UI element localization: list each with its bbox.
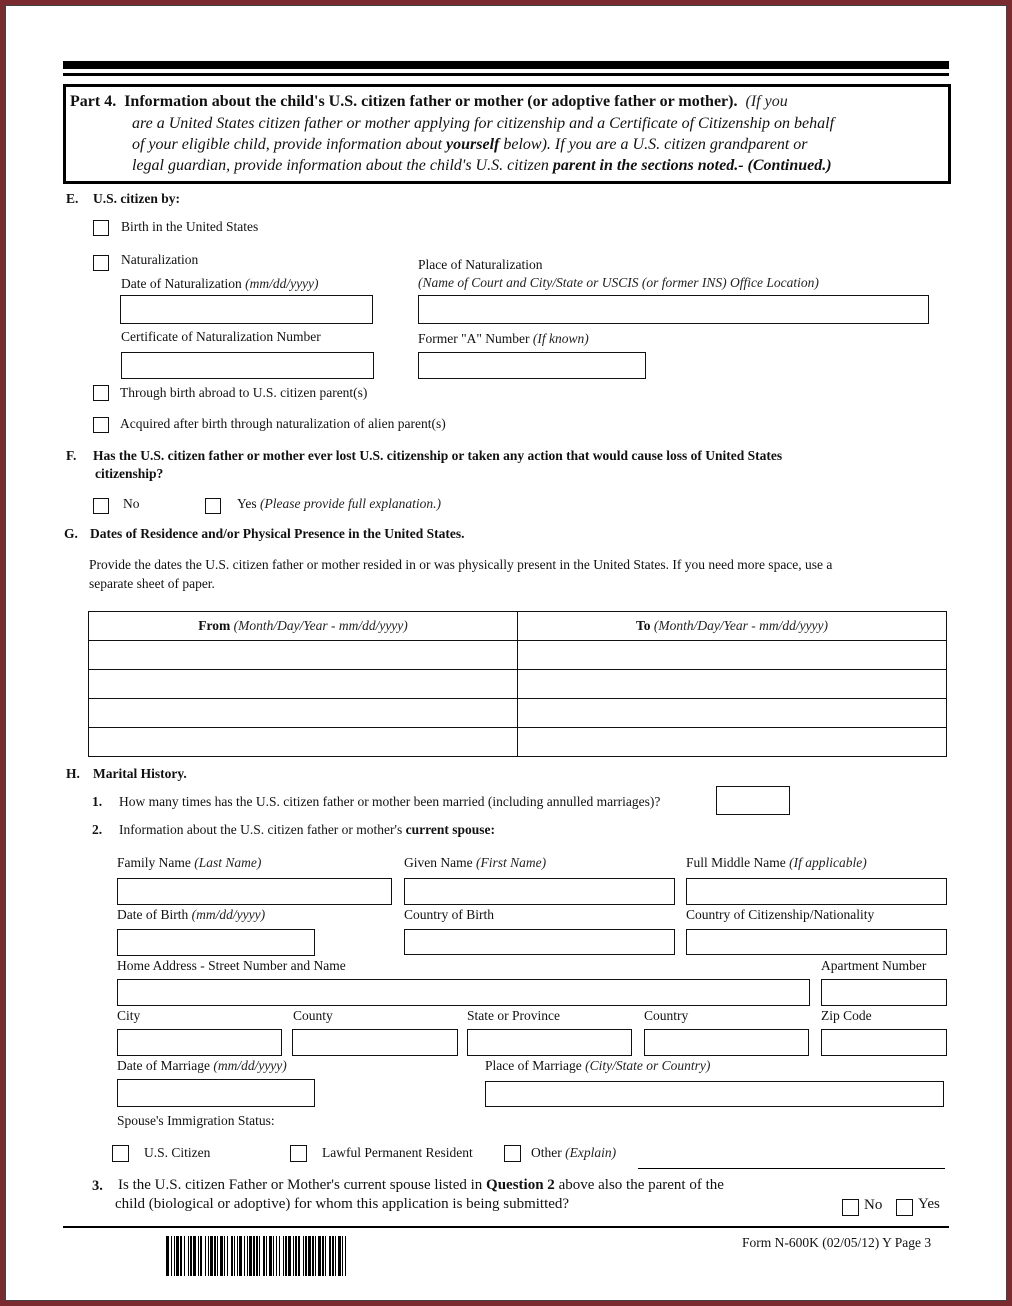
section-e-letter: E.: [66, 191, 79, 206]
col-from-header: [89, 612, 518, 641]
h-q3-line1: [118, 1177, 724, 1194]
h-q3-number: 3.: [92, 1178, 103, 1194]
checkbox-birth-us[interactable]: [93, 220, 109, 236]
barcode: [166, 1236, 556, 1276]
label-zip: Zip Code: [821, 1008, 872, 1023]
country-input[interactable]: [644, 1029, 809, 1056]
state-input[interactable]: [467, 1029, 632, 1056]
col-to-label: To: [635, 618, 651, 633]
other-label: Other: [531, 1145, 562, 1160]
date-marriage-input[interactable]: [117, 1079, 315, 1107]
h-q2-text-a: Information about the U.S. citizen father or mother's: [119, 822, 406, 837]
other-hint: (Explain): [565, 1145, 617, 1160]
from-cell[interactable]: [89, 699, 518, 728]
label-f-yes: [237, 496, 441, 512]
part4-title: Information about the child's U.S. citizen father or mother (or adoptive father or mother).: [124, 93, 738, 110]
label-q3-yes: Yes: [918, 1196, 940, 1212]
footer-rule: [63, 1226, 949, 1228]
label-certificate-number: Certificate of Naturalization Number: [121, 329, 321, 344]
section-f-letter: F.: [66, 448, 77, 463]
section-g-instruction-line2: separate sheet of paper.: [89, 576, 215, 591]
part4-line4: [132, 157, 832, 175]
country-birth-input[interactable]: [404, 929, 675, 955]
label-date-marriage: [117, 1058, 287, 1074]
place-marriage-input[interactable]: [485, 1081, 944, 1107]
family-name-hint: (Last Name): [194, 855, 262, 870]
dob-hint: (mm/dd/yyyy): [191, 907, 266, 922]
part4-line3-a: of your eligible child, provide information about: [132, 136, 447, 153]
part4-line3: [132, 136, 807, 154]
family-name-label: Family Name: [117, 855, 191, 870]
h-q2-number: 2.: [92, 822, 103, 837]
section-f-question-line1: Has the U.S. citizen father or mother ever lost U.S. citizenship or taken any action that would cause loss of United States: [93, 448, 783, 463]
table-row: [89, 728, 947, 757]
from-cell[interactable]: [89, 728, 518, 757]
to-cell[interactable]: [518, 728, 947, 757]
date-nat-hint: (mm/dd/yyyy): [245, 276, 319, 291]
table-row: [89, 641, 947, 670]
zip-input[interactable]: [821, 1029, 947, 1056]
part4-label: Part 4.: [70, 93, 117, 110]
label-lpr: Lawful Permanent Resident: [322, 1145, 473, 1160]
a-number-hint: (If known): [532, 331, 589, 346]
a-number-label: Former "A" Number: [418, 331, 530, 346]
certificate-number-input[interactable]: [121, 352, 374, 379]
part4-line1-tail: (If you: [745, 93, 788, 110]
label-us-citizen: U.S. Citizen: [144, 1145, 211, 1160]
f-yes-hint: (Please provide full explanation.): [260, 496, 441, 511]
checkbox-q3-yes[interactable]: [896, 1199, 913, 1216]
col-to-hint: (Month/Day/Year - mm/dd/yyyy): [653, 618, 829, 633]
label-f-no: No: [123, 496, 140, 511]
h-q1-text: How many times has the U.S. citizen father or mother been married (including annulled marriages)?: [119, 794, 661, 809]
h-q3-line1-c: above also the parent of the: [554, 1177, 724, 1193]
h-q3-line1-a: Is the U.S. citizen Father or Mother's current spouse listed in: [118, 1177, 487, 1193]
residence-table: [88, 611, 947, 757]
middle-name-hint: (If applicable): [789, 855, 867, 870]
label-dob: [117, 907, 265, 923]
checkbox-other[interactable]: [504, 1145, 521, 1162]
top-rule-thin: [63, 73, 949, 76]
apt-number-input[interactable]: [821, 979, 947, 1006]
label-birth-abroad: Through birth abroad to U.S. citizen parent(s): [120, 385, 368, 400]
label-immigration-status: Spouse's Immigration Status:: [117, 1113, 275, 1128]
label-birth-us: Birth in the United States: [121, 219, 259, 234]
label-state: State or Province: [467, 1008, 560, 1023]
label-country: Country: [644, 1008, 689, 1023]
h-q1-number: 1.: [92, 794, 103, 809]
label-country-birth: Country of Birth: [404, 907, 494, 922]
barcode-bar: [346, 1236, 349, 1276]
part4-line2: are a United States citizen father or mother applying for citizenship and a Certificate of Citizenship on behalf: [132, 115, 835, 132]
col-from-hint: (Month/Day/Year - mm/dd/yyyy): [233, 618, 408, 633]
family-name-input[interactable]: [117, 878, 392, 905]
label-family-name: [117, 855, 261, 871]
from-cell[interactable]: [89, 670, 518, 699]
part4-line3-b: yourself: [446, 136, 500, 153]
date-nat-label: Date of Naturalization: [121, 276, 242, 291]
f-yes-label: Yes: [237, 496, 257, 511]
section-g-letter: G.: [64, 526, 78, 541]
country-citizenship-input[interactable]: [686, 929, 947, 955]
date-marriage-hint: (mm/dd/yyyy): [213, 1058, 287, 1073]
to-cell[interactable]: [518, 699, 947, 728]
top-rule-thick: [63, 61, 949, 69]
col-from-label: From: [198, 618, 231, 633]
label-given-name: [404, 855, 546, 871]
place-marriage-label: Place of Marriage: [485, 1058, 582, 1073]
label-home-address: Home Address - Street Number and Name: [117, 958, 346, 973]
part4-line4-a: legal guardian, provide information about the child's U.S. citizen: [132, 157, 553, 174]
section-h-letter: H.: [66, 766, 80, 781]
given-name-hint: (First Name): [475, 855, 547, 870]
label-other: [531, 1145, 616, 1161]
part4-line4-b: parent in the sections noted.- (Continued.): [552, 157, 832, 174]
section-h-heading: Marital History.: [93, 766, 187, 781]
h-q2-text: [119, 822, 495, 838]
section-g-instruction-line1: Provide the dates the U.S. citizen father or mother resided in or was physically present in the United States. If you need more space, use a: [89, 557, 833, 572]
checkbox-birth-abroad[interactable]: [93, 385, 109, 401]
section-g-heading: Dates of Residence and/or Physical Presence in the United States.: [90, 526, 465, 541]
place-marriage-hint: (City/State or Country): [585, 1058, 711, 1073]
checkbox-lpr[interactable]: [290, 1145, 307, 1162]
label-date-naturalization: [121, 276, 319, 292]
label-naturalization: Naturalization: [121, 252, 199, 267]
label-place-marriage: [485, 1058, 710, 1074]
footer-form-id: Form N-600K (02/05/12) Y Page 3: [742, 1235, 932, 1250]
to-cell[interactable]: [518, 670, 947, 699]
given-name-input[interactable]: [404, 878, 675, 905]
h-q3-line1-b: Question 2: [486, 1177, 555, 1193]
checkbox-f-yes[interactable]: [205, 498, 221, 514]
middle-name-input[interactable]: [686, 878, 947, 905]
home-address-input[interactable]: [117, 979, 810, 1006]
label-city: City: [117, 1008, 141, 1023]
checkbox-acquired[interactable]: [93, 417, 109, 433]
other-explain-line[interactable]: [638, 1168, 945, 1169]
place-naturalization-hint: (Name of Court and City/State or USCIS (or former INS) Office Location): [418, 275, 819, 290]
city-input[interactable]: [117, 1029, 282, 1056]
section-f-question-line2: citizenship?: [95, 466, 164, 481]
part4-line3-c: below). If you are a U.S. citizen grandparent or: [499, 136, 808, 153]
label-a-number: [418, 331, 589, 347]
county-input[interactable]: [292, 1029, 458, 1056]
table-row: [89, 670, 947, 699]
a-number-input[interactable]: [418, 352, 646, 379]
label-acquired: Acquired after birth through naturalization of alien parent(s): [120, 416, 446, 431]
section-e-heading: U.S. citizen by:: [93, 191, 180, 206]
date-marriage-label: Date of Marriage: [117, 1058, 210, 1073]
label-country-citizenship: Country of Citizenship/Nationality: [686, 907, 875, 922]
part4-line1: [70, 93, 788, 111]
col-to-header: [518, 612, 947, 641]
table-row: [89, 699, 947, 728]
part4-header: [63, 84, 951, 184]
h-q2-text-b: current spouse:: [405, 822, 495, 837]
dob-input[interactable]: [117, 929, 315, 956]
label-q3-no: No: [864, 1197, 883, 1213]
checkbox-q3-no[interactable]: [842, 1199, 859, 1216]
checkbox-naturalization[interactable]: [93, 255, 109, 271]
middle-name-label: Full Middle Name: [686, 855, 786, 870]
label-middle-name: [686, 855, 867, 871]
given-name-label: Given Name: [404, 855, 473, 870]
from-cell[interactable]: [89, 641, 518, 670]
to-cell[interactable]: [518, 641, 947, 670]
place-naturalization-input[interactable]: [418, 295, 929, 324]
label-apt-number: Apartment Number: [821, 958, 927, 973]
times-married-input[interactable]: [716, 786, 790, 815]
dob-label: Date of Birth: [117, 907, 189, 922]
label-place-naturalization: Place of Naturalization: [418, 257, 543, 272]
h-q3-line2: child (biological or adoptive) for whom this application is being submitted?: [115, 1196, 570, 1212]
date-naturalization-input[interactable]: [120, 295, 373, 324]
residence-table-header: [89, 612, 947, 641]
checkbox-us-citizen[interactable]: [112, 1145, 129, 1162]
label-county: County: [293, 1008, 333, 1023]
checkbox-f-no[interactable]: [93, 498, 109, 514]
